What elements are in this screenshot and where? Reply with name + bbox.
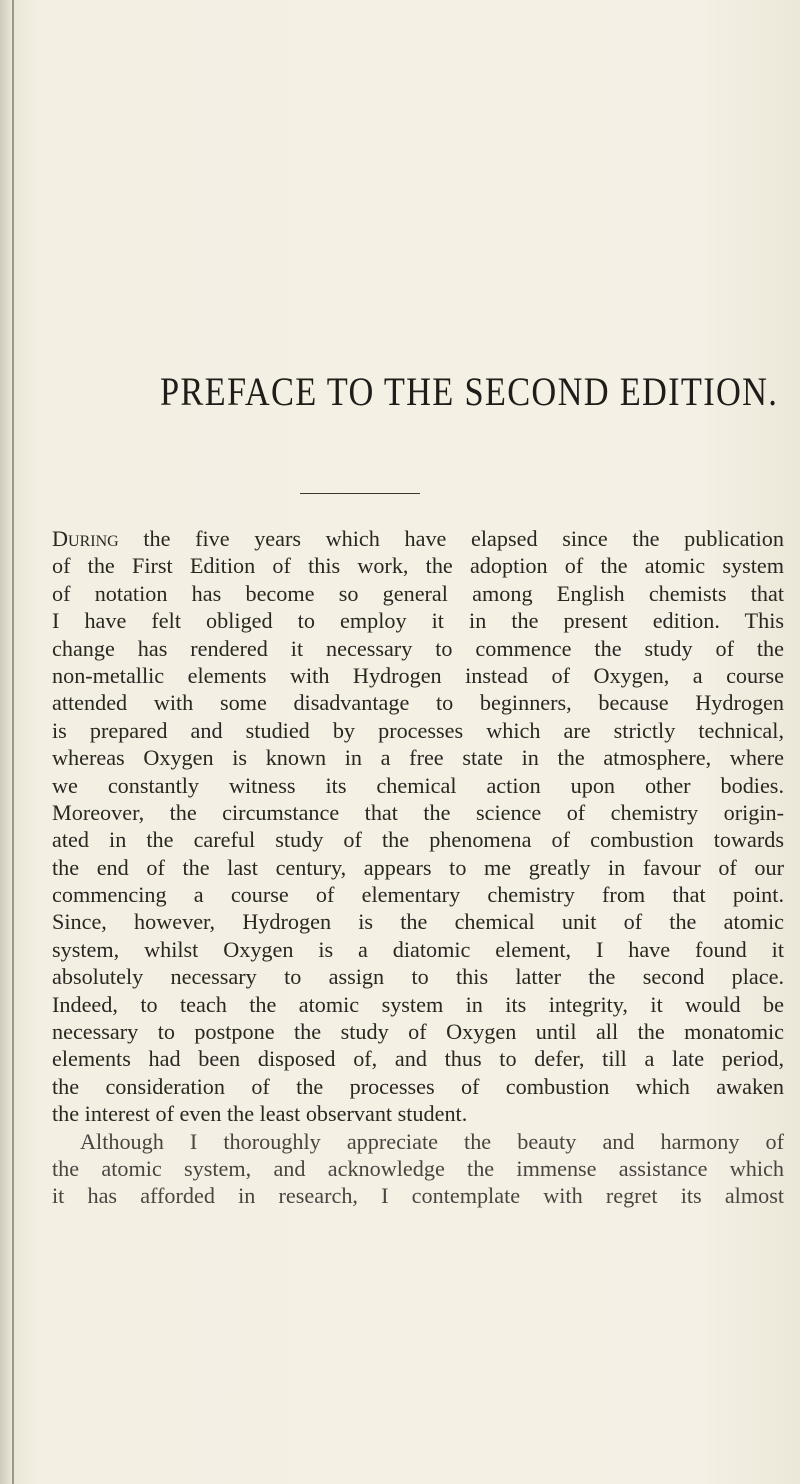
text-line: Indeed, to teach the atomic system in its integrity, it would be [52,991,784,1017]
text-line: of notation has become so general among English chemists that [52,580,784,606]
opening-word: During [52,526,119,551]
text-line: it has afforded in research, I contemplate with regret its almost [52,1183,784,1209]
page-gutter-edge [12,0,14,1484]
text-line: the end of the last century, appears to me greatly in favour of our [52,854,784,880]
text-line: ated in the careful study of the phenomena of combustion towards [52,827,784,853]
text-line: I have felt obliged to employ it in the present edition. This [52,608,784,634]
text-line: is prepared and studied by processes which are strictly technical, [52,717,784,743]
page-gutter-shadow [0,0,12,1484]
text-line: system, whilst Oxygen is a diatomic element, I have found it [52,936,784,962]
text-line: non-metallic elements with Hydrogen instead of Oxygen, a course [52,662,784,688]
paragraph-2 [52,1128,784,1210]
text-line: Although I thoroughly appreciate the beauty and harmony of [80,1128,784,1154]
text-line: we constantly witness its chemical action upon other bodies. [52,772,784,798]
text-line: absolutely necessary to assign to this latter the second place. [52,964,784,990]
preface-body [52,525,784,1210]
text-line: elements had been disposed of, and thus to defer, till a late period, [52,1046,784,1072]
text-line: the atomic system, and acknowledge the immense assistance which [52,1155,784,1181]
text-line: whereas Oxygen is known in a free state in the atmosphere, where [52,745,784,771]
paragraph-1 [52,525,784,1128]
text-line: attended with some disadvantage to beginners, because Hydrogen [52,690,784,716]
text-line: the consideration of the processes of combustion which awaken [52,1073,784,1099]
text-line-content: the five years which have elapsed since the publication [118,526,784,551]
text-line: the interest of even the least observant student. [52,1101,468,1127]
text-line: Moreover, the circumstance that the science of chemistry origin- [52,799,784,825]
text-line: of the First Edition of this work, the adoption of the atomic system [52,553,784,579]
text-line: Since, however, Hydrogen is the chemical unit of the atomic [52,909,784,935]
text-line [52,525,784,552]
title-divider [300,493,420,494]
text-line: necessary to postpone the study of Oxygen until all the monatomic [52,1019,784,1045]
text-line: change has rendered it necessary to commence the study of the [52,635,784,661]
text-line: commencing a course of elementary chemistry from that point. [52,882,784,908]
page-title: PREFACE TO THE SECOND EDITION. [160,369,779,414]
